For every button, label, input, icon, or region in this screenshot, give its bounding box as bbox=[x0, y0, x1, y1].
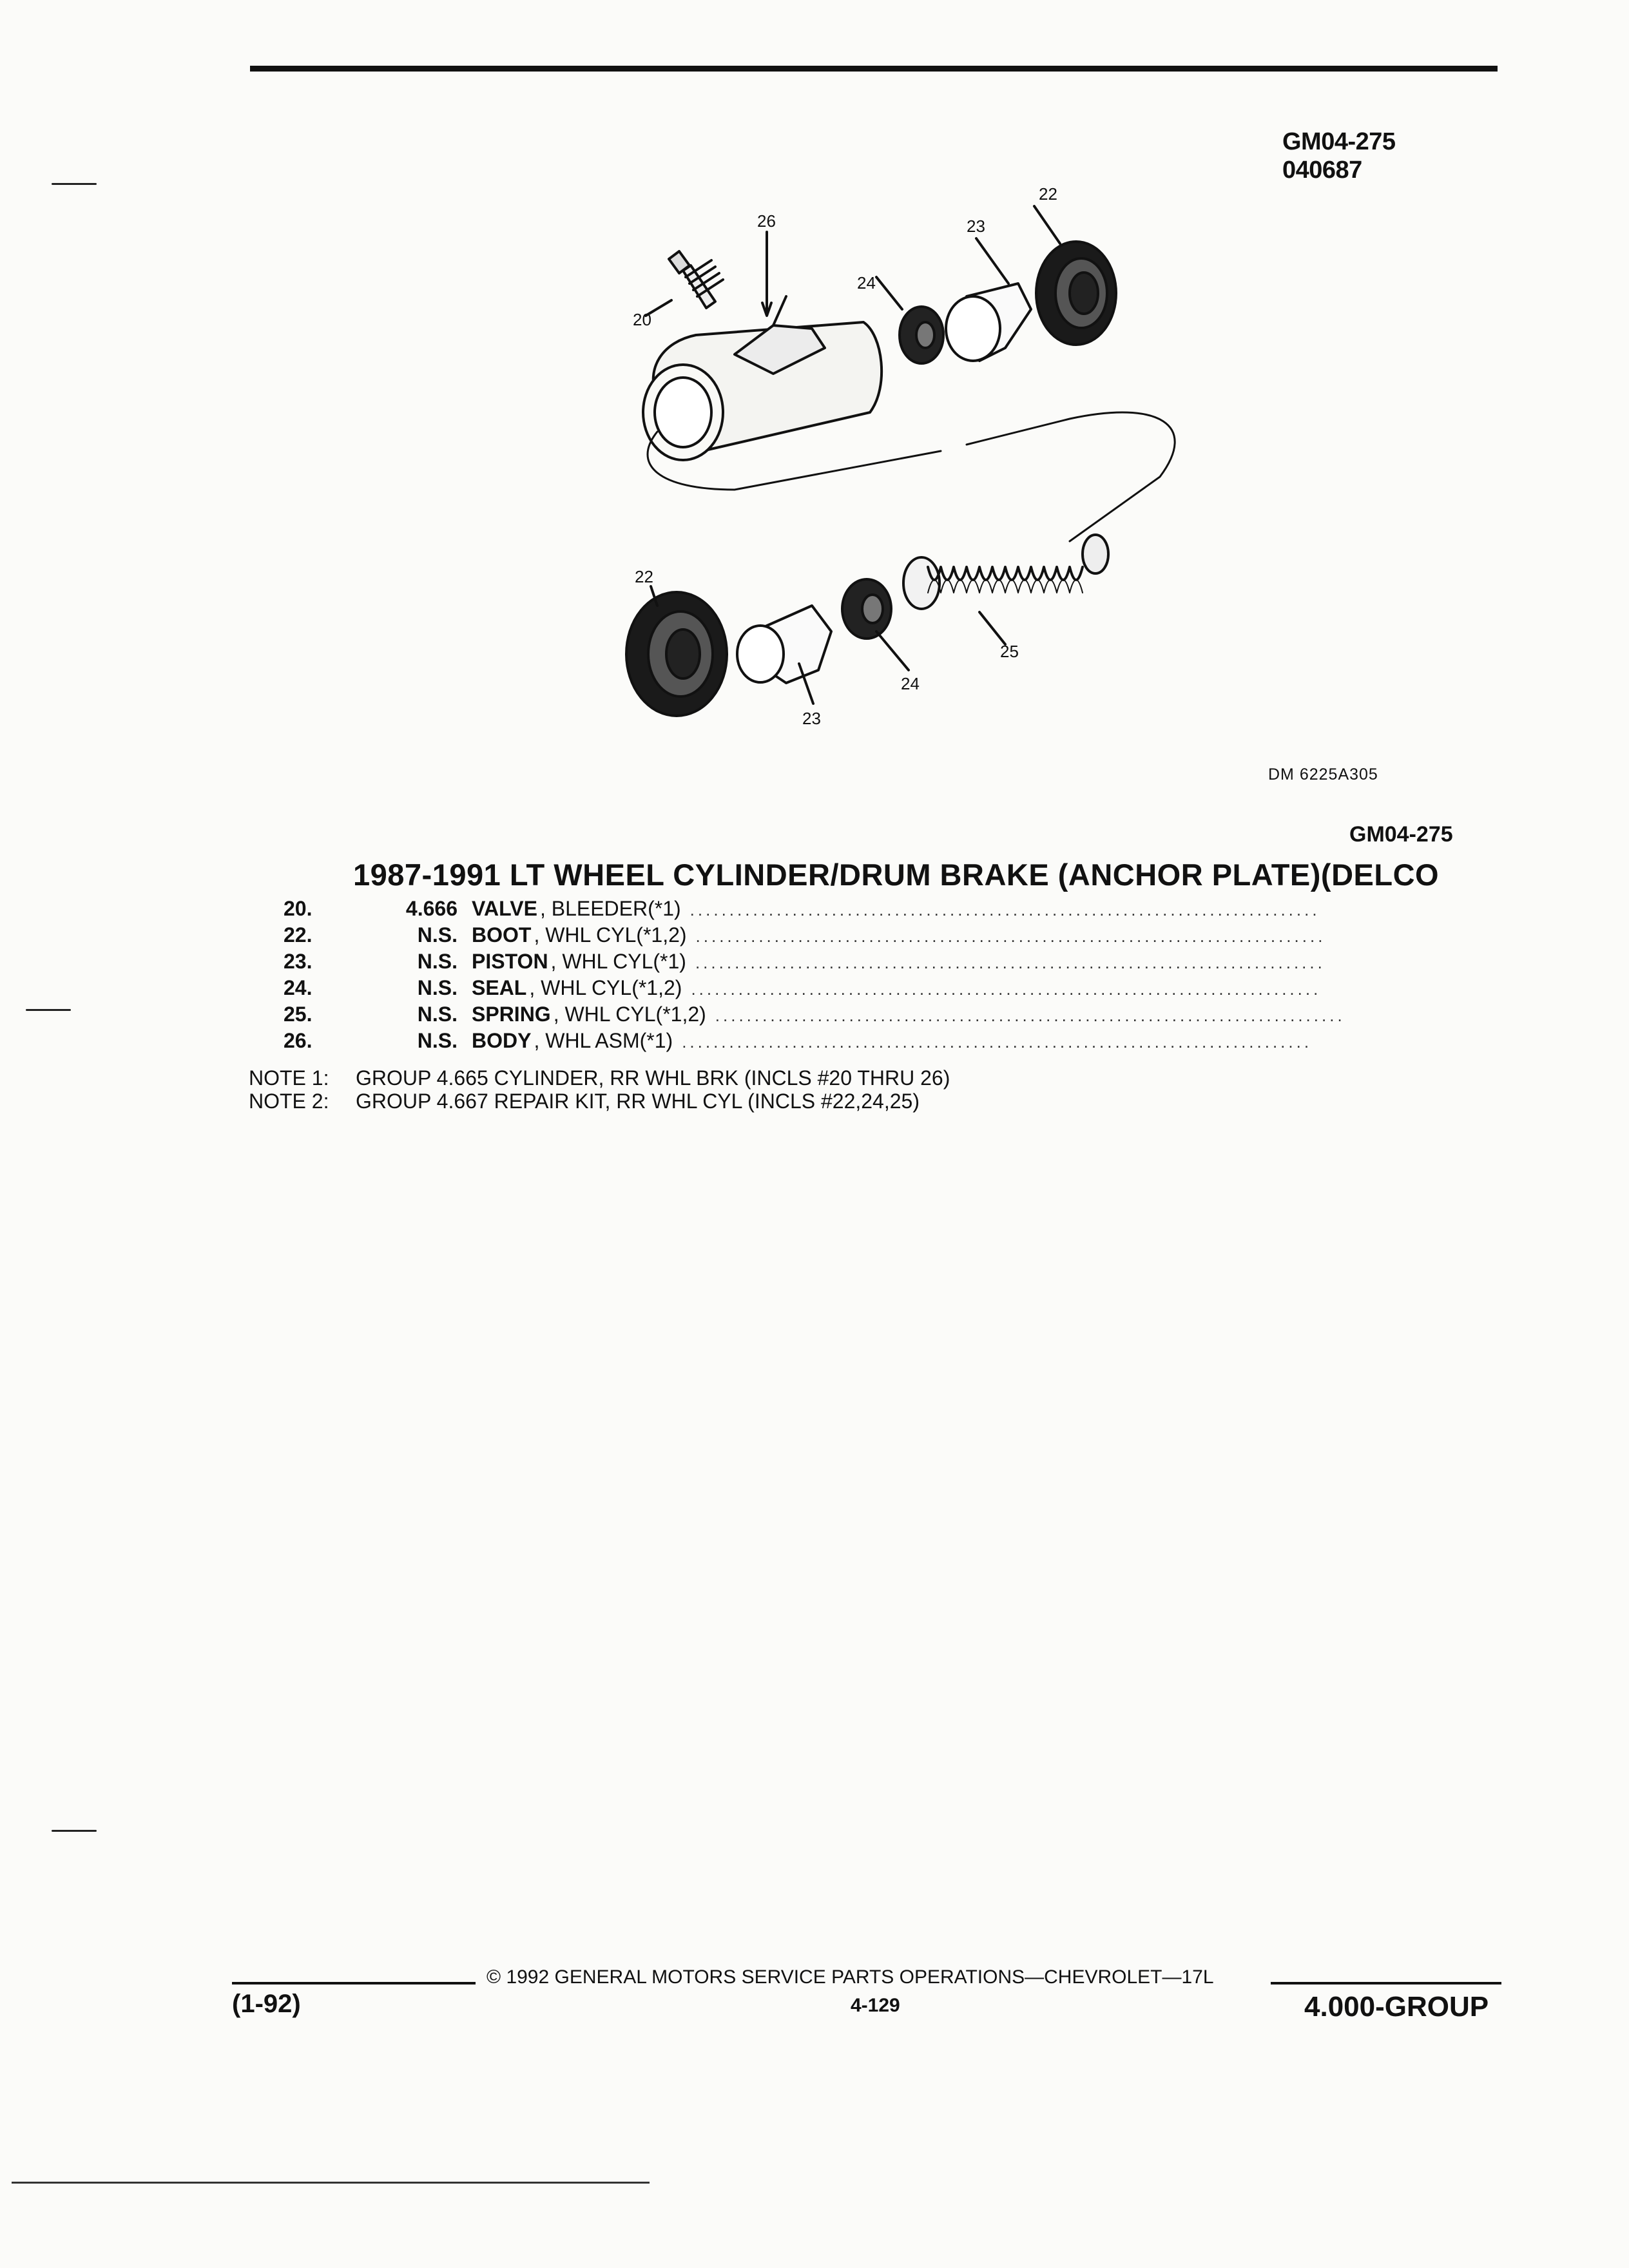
margin-tick bbox=[52, 1830, 97, 1832]
group-label: 4.000-GROUP bbox=[1304, 1991, 1489, 2023]
notes bbox=[249, 1066, 950, 1113]
footer-rule-right bbox=[1271, 1982, 1501, 1984]
callout-25: 25 bbox=[1000, 642, 1019, 661]
part-row bbox=[284, 950, 1366, 976]
callout-24-bottom: 24 bbox=[901, 674, 920, 693]
diagram-ref: DM 6225A305 bbox=[1268, 765, 1378, 783]
boot-part-bottom bbox=[626, 586, 727, 716]
part-description: , WHL CYL(*1,2) bbox=[553, 1003, 706, 1026]
part-code: N.S. bbox=[417, 1003, 458, 1026]
header-sub-code: 040687 bbox=[1282, 157, 1362, 184]
dot-leader: ................................................................................ bbox=[715, 1006, 1345, 1025]
part-description: , WHL CYL(*1,2) bbox=[534, 923, 687, 947]
part-name: PISTON bbox=[472, 950, 548, 973]
piston-part-bottom bbox=[737, 606, 831, 704]
parts-list bbox=[284, 897, 1366, 1055]
spring-part bbox=[903, 535, 1108, 644]
note-row bbox=[249, 1090, 950, 1113]
part-name: SEAL bbox=[472, 976, 527, 999]
part-description: , WHL CYL(*1) bbox=[550, 950, 686, 973]
part-description: , WHL CYL(*1,2) bbox=[529, 976, 682, 999]
note-text: GROUP 4.665 CYLINDER, RR WHL BRK (INCLS #20 THRU 26) bbox=[356, 1066, 950, 1090]
part-row bbox=[284, 923, 1366, 950]
header-code-block bbox=[1282, 128, 1396, 184]
part-row bbox=[284, 976, 1366, 1003]
part-number: 26. bbox=[284, 1029, 313, 1052]
note-label: NOTE 1: bbox=[249, 1066, 329, 1090]
part-code: N.S. bbox=[417, 950, 458, 973]
dot-leader: ................................................................................ bbox=[695, 953, 1325, 972]
part-row bbox=[284, 1029, 1366, 1055]
dot-leader: ................................................................................ bbox=[691, 979, 1322, 999]
dot-leader: ................................................................................ bbox=[695, 927, 1326, 946]
part-row bbox=[284, 1003, 1366, 1029]
part-number: 25. bbox=[284, 1003, 313, 1026]
callout-22-top: 22 bbox=[1039, 184, 1057, 204]
callout-26: 26 bbox=[757, 211, 776, 231]
dot-leader: ................................................................................ bbox=[682, 1032, 1313, 1052]
part-number: 24. bbox=[284, 976, 313, 999]
callout-23-bottom: 23 bbox=[802, 709, 821, 728]
dot-leader: ................................................................................ bbox=[689, 900, 1320, 919]
callout-23-top: 23 bbox=[967, 216, 985, 236]
part-code: 4.666 bbox=[405, 897, 458, 920]
part-row bbox=[284, 897, 1366, 923]
callout-20: 20 bbox=[633, 310, 651, 329]
note-row bbox=[249, 1066, 950, 1090]
seal-part-bottom bbox=[842, 579, 909, 670]
part-code: N.S. bbox=[417, 923, 458, 947]
wheel-cylinder-exploded-diagram bbox=[606, 180, 1211, 760]
seal-part-top bbox=[876, 277, 943, 363]
callout-24-top: 24 bbox=[857, 273, 876, 293]
part-name: SPRING bbox=[472, 1003, 551, 1026]
footer-rule-left bbox=[232, 1982, 476, 1984]
section-code: GM04-275 bbox=[1349, 822, 1453, 847]
header-code: GM04-275 bbox=[1282, 128, 1396, 155]
section-title: 1987-1991 LT WHEEL CYLINDER/DRUM BRAKE (ANCHOR PLATE)(DELCO bbox=[353, 858, 1440, 892]
part-description: , BLEEDER(*1) bbox=[539, 897, 681, 920]
note-label: NOTE 2: bbox=[249, 1090, 329, 1113]
part-code: N.S. bbox=[417, 976, 458, 999]
boot-part-top bbox=[1034, 206, 1116, 345]
copyright-notice: © 1992 GENERAL MOTORS SERVICE PARTS OPERATIONS—CHEVROLET—17L bbox=[487, 1966, 1214, 1988]
part-code: N.S. bbox=[417, 1029, 458, 1052]
part-number: 22. bbox=[284, 923, 313, 947]
margin-tick bbox=[26, 1009, 71, 1011]
margin-tick bbox=[52, 183, 97, 185]
callout-22-bottom: 22 bbox=[635, 567, 653, 586]
part-name: VALVE bbox=[472, 897, 537, 920]
piston-part-top bbox=[946, 238, 1031, 361]
part-description: , WHL ASM(*1) bbox=[534, 1029, 673, 1052]
page-number: 4-129 bbox=[851, 1995, 900, 2016]
note-text: GROUP 4.667 REPAIR KIT, RR WHL CYL (INCLS #22,24,25) bbox=[356, 1090, 920, 1113]
revision-date: (1-92) bbox=[232, 1990, 301, 2018]
part-name: BODY bbox=[472, 1029, 532, 1052]
bleeder-valve-part bbox=[646, 251, 723, 316]
part-name: BOOT bbox=[472, 923, 532, 947]
part-number: 23. bbox=[284, 950, 313, 973]
part-number: 20. bbox=[284, 897, 313, 920]
bottom-rule bbox=[12, 2182, 650, 2184]
top-rule bbox=[250, 66, 1498, 72]
page-footer bbox=[232, 1959, 1501, 2036]
